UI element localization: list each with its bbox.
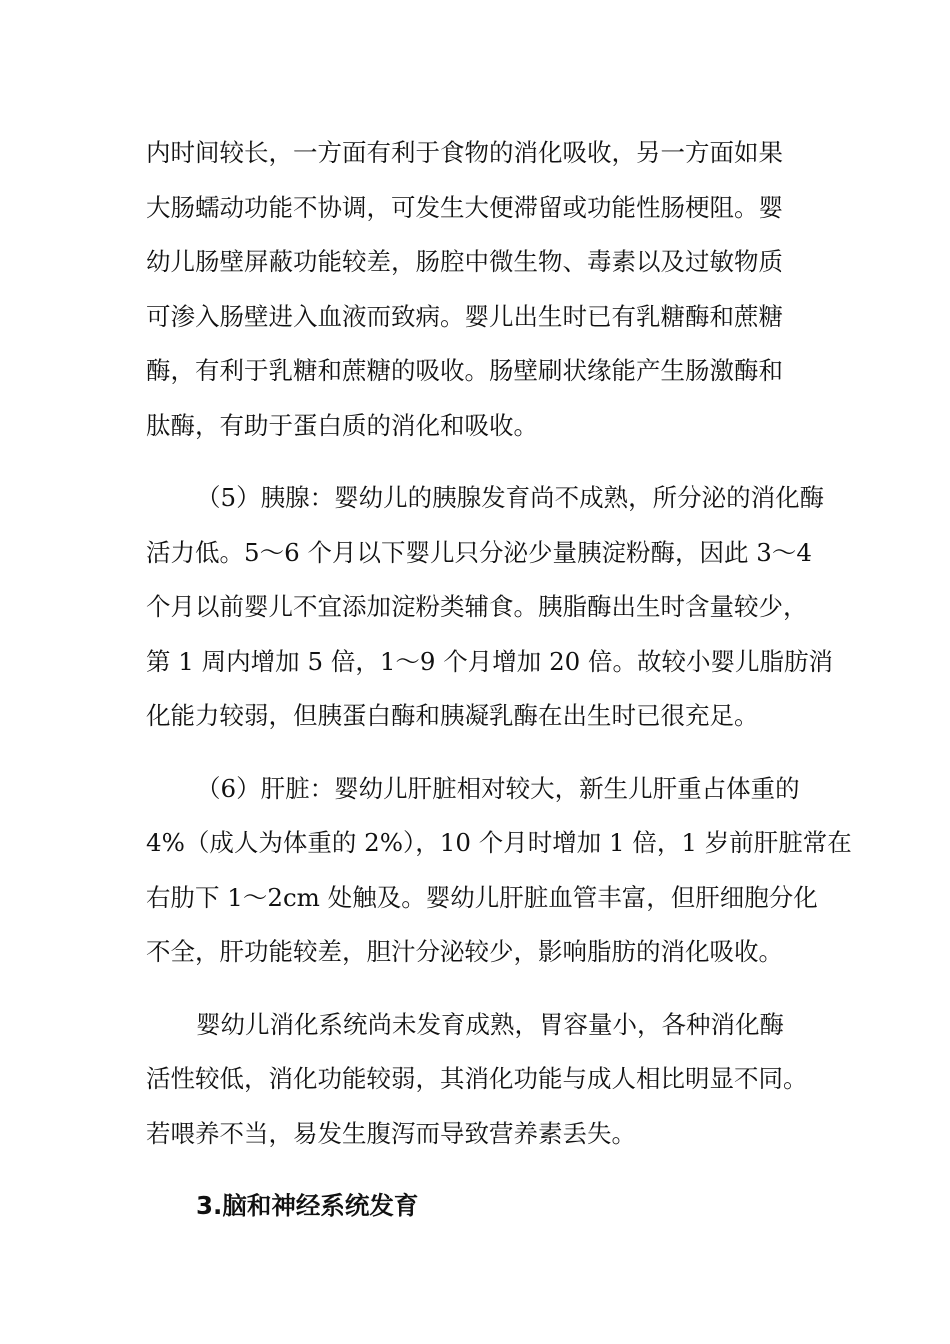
text-line: 肽酶，有助于蛋白质的消化和吸收。 — [146, 410, 538, 440]
text-line: 不全，肝功能较差，胆汁分泌较少，影响脂肪的消化吸收。 — [146, 937, 783, 966]
text-line: 大肠蠕动功能不协调，可发生大便滞留或功能性肠梗阻。婴 — [146, 192, 783, 222]
text-line: 幼儿肠壁屏蔽功能较差，肠腔中微生物、毒素以及过敏物质 — [146, 247, 783, 276]
document-page — [146, 126, 852, 1252]
paragraph-liver — [146, 762, 852, 980]
text-line: 酶，有利于乳糖和蔗糖的吸收。肠壁刷状缘能产生肠激酶和 — [146, 356, 783, 385]
text-line: 右肋下 1～2cm 处触及。婴幼儿肝脏血管丰富，但肝细胞分化 — [146, 882, 818, 912]
text-line: 内时间较长，一方面有利于食物的消化吸收，另一方面如果 — [146, 138, 783, 167]
text-line: 个月以前婴儿不宜添加淀粉类辅食。胰脂酶出生时含量较少， — [146, 592, 808, 621]
text-line: 活力低。5～6 个月以下婴儿只分泌少量胰淀粉酶，因此 3～4 — [146, 537, 812, 567]
section-heading: 3.脑和神经系统发育 — [196, 1191, 419, 1220]
text-line: 可渗入肠壁进入血液而致病。婴儿出生时已有乳糖酶和蔗糖 — [146, 301, 783, 331]
paragraph-summary — [146, 998, 816, 1162]
text-line: 化能力较弱，但胰蛋白酶和胰凝乳酶在出生时已很充足。 — [146, 701, 759, 730]
section-heading-container — [146, 1179, 816, 1234]
text-line: 第 1 周内增加 5 倍，1～9 个月增加 20 倍。故较小婴儿脂肪消 — [146, 646, 834, 676]
text-line: 活性较低，消化功能较弱，其消化功能与成人相比明显不同。 — [146, 1064, 808, 1093]
text-line: 4%（成人为体重的 2%），10 个月时增加 1 倍，1 岁前肝脏常在 — [146, 828, 852, 857]
text-line: 若喂养不当，易发生腹泻而导致营养素丢失。 — [146, 1118, 636, 1148]
text-line: 婴幼儿消化系统尚未发育成熟，胃容量小，各种消化酶 — [196, 1009, 784, 1039]
paragraph-pancreas — [146, 471, 834, 744]
text-line: （6）肝脏：婴幼儿肝脏相对较大，新生儿肝重占体重的 — [196, 773, 800, 803]
text-line: （5）胰腺：婴幼儿的胰腺发育尚不成熟，所分泌的消化酶 — [196, 483, 825, 512]
paragraph-intestine — [146, 126, 816, 453]
